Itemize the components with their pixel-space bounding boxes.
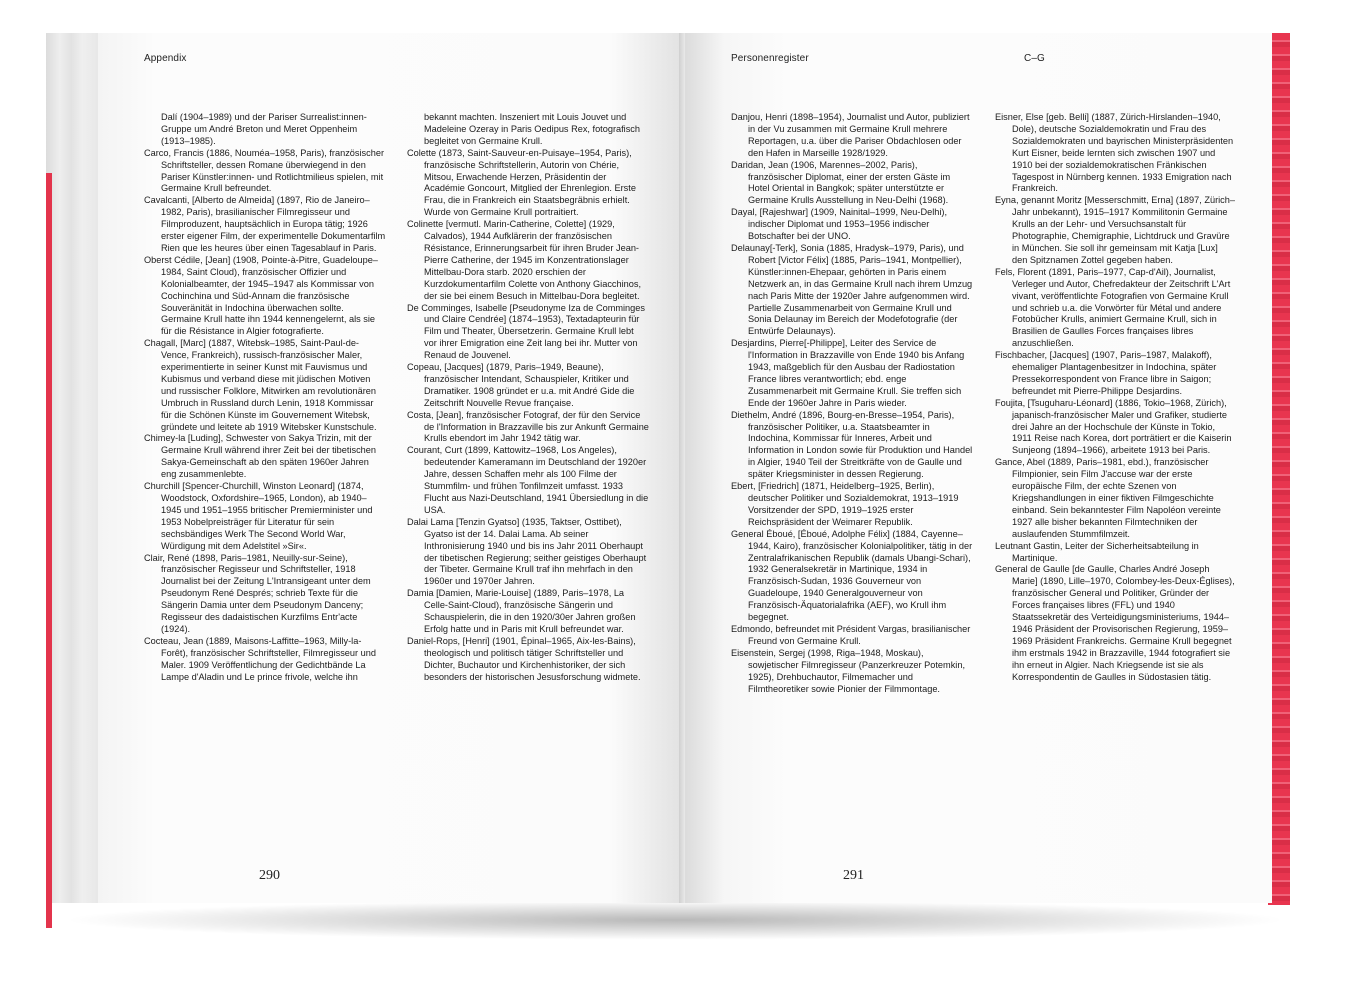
index-column-right-1 <box>731 112 973 695</box>
index-entry: General de Gaulle [de Gaulle, Charles André Joseph Marie] (1890, Lille–1970, Colombey-les-Deux-Églises), französischer General und Politiker, Gründer der Forces françaises libres (FFL) und 1940 Staatssekretär des Verteidigungsministeriums, 1944–1946 Präsident der Provisorischen Regierung, 1959–1969 Präsident Frankreichs. Germaine Krull begegnet ihm erstmals 1942 in Brazzaville, 1944 fotografiert sie ihn erneut in Algier. Nach Kriegsende ist sie als Korrespondentin de Gaulles in Südostasien tätig. <box>995 564 1235 682</box>
running-head-left: Appendix <box>144 53 187 64</box>
index-entry: Danjou, Henri (1898–1954), Journalist und Autor, publiziert in der Vu zusammen mit Germaine Krull mehrere Reportagen, u.a. über die Pariser Obdachlosen oder den Hafen in Marseille 1928/1929. <box>731 112 970 158</box>
index-entry: General Éboué, [Éboué, Adolphe Félix] (1884, Cayenne–1944, Kairo), französischer Kolonialpolitiker, tätig in der Zentralafrikanischen Republik (damals Ubangi-Schari), 1932 Generalsekretär in Martinique, 1934 in Französisch-Sudan, 1936 Gouverneur von Guadeloupe, 1940 Generalgouverneur von Französisch-Äquatorialafrika (AEF), wo Krull ihm begegnet. <box>731 528 973 623</box>
index-entry: Diethelm, André (1896, Bourg-en-Bresse–1954, Paris), französischer Politiker, u.a. Staatsbeamter in Indochina, Kommissar für Inneres, Arbeit und Information in London sowie für Produktion und Handel in Algier, 1940 Teil der Streitkräfte von de Gaulle und später Kriegsminister in dessen Regierung. <box>731 409 973 480</box>
index-entry: Courant, Curt (1899, Kattowitz–1968, Los Angeles), bedeutender Kameramann im Deutschland der 1920er Jahre, dessen Schaffen mehr als 100 Filme der Stummfilm- und frühen Tonfilmzeit umfasst. 1933 Flucht aus Nazi-Deutschland, 1941 Übersiedlung in die USA. <box>407 445 649 515</box>
index-entry: Fischbacher, [Jacques] (1907, Paris–1987, Malakoff), ehemaliger Plantagenbesitzer in Indochina, später Pressekorrespondent von France libre in Saigon; befreundet mit Pierre-Philippe Desjardins. <box>995 350 1217 396</box>
index-entry: Copeau, [Jacques] (1879, Paris–1949, Beaune), französischer Intendant, Schauspieler, Kritiker und Dramatiker. 1908 gründet er u.a. mit André Gide die Zeitschrift Nouvelle Revue française. <box>407 362 635 408</box>
index-entry: Costa, [Jean], französischer Fotograf, der für den Service de l'Information in Brazzaville bis zur Ankunft Germaine Krulls ebendort im Jahr 1942 tätig war. <box>407 409 649 444</box>
index-entry: Gance, Abel (1889, Paris–1981, ebd.), französischer Filmpionier, sein Film J'accuse war der erste europäische Film, der echte Szenen von Kriegshandlungen in einer fiktiven Filmgeschichte einband. Sein bekanntester Film Napoléon vereinte 1927 alle bisher bekannten Filmtechniken der auslaufenden Stummfilmzeit. <box>995 457 1221 539</box>
index-entry: Leutnant Gastin, Leiter der Sicherheitsabteilung in Martinique. <box>995 540 1199 563</box>
section-marker: C–G <box>1024 53 1045 64</box>
index-entry: Daridan, Jean (1906, Marennes–2002, Paris), französischer Diplomat, einer der ersten Gäste im Hotel Oriental in Bangkok; später unterstützte er Germaine Krulls Ausstellung in Neu-Delhi (1968). <box>731 159 951 206</box>
index-entry: Oberst Cédile, [Jean] (1908, Pointe-à-Pitre, Guadeloupe–1984, Saint Cloud), französischer Offizier und Kolonialbeamter, der 1945–1947 als Kommissar von Cochinchina und Süd-Annam die französische Souveränität in Indochina überwachen sollte. Germaine Krull hatte ihn 1944 kennengelernt, als sie für die Résistance in Algier fotografierte. <box>144 254 378 337</box>
index-entry: Foujita, [Tsuguharu-Léonard] (1886, Tokio–1968, Zürich), japanisch-französischer Maler und Grafiker, studierte drei Jahre an der Hochschule der Künste in Tokio, 1911 Reise nach Korea, dort porträtiert er die Kaiserin Sunjeong (1894–1966), arbeitete 1913 bei Paris. <box>995 397 1232 456</box>
index-entry: Dalai Lama [Tenzin Gyatso] (1935, Taktser, Osttibet), Gyatso ist der 14. Dalai Lama. Ab seiner Inthronisierung 1940 und bis ins Jahr 2011 Oberhaupt der tibetischen Regierung; seither geistiges Oberhaupt der Tibeter. Germaine Krull traf ihn mehrfach in den 1960er und 1970er Jahren. <box>407 516 647 587</box>
index-entry: Colinette [vermutl. Marin-Catherine, Colette] (1929, Calvados), 1944 Aufklärerin der französischen Résistance, Erinnerungsarbeit für ihren Bruder Jean-Pierre Catherine, der 1945 im Konzentrationslager Mittelbau-Dora starb. 2020 erschien der Kurzdokumentarfilm Colette von Anthony Giacchinos, der sie bei einem Besuch in Mittelbau-Dora begleitet. <box>407 219 642 301</box>
index-entry: Chimey-la [Luding], Schwester von Sakya Trizin, mit der Germaine Krull während ihrer Zeit bei der tibetischen Sakya-Gemeinschaft ab den späten 1960er Jahren eng zusammenlebte. <box>144 433 376 480</box>
index-entry: Carco, Francis (1886, Nouméa–1958, Paris), französischer Schriftsteller, dessen Romane überwiegend in den Pariser Künstler:innen- und Rotlichtmilieus spielen, mit Germaine Krull befreundet. <box>144 147 385 194</box>
page-number-left: 290 <box>259 868 280 883</box>
index-entry: Eisenstein, Sergej (1998, Riga–1948, Moskau), sowjetischer Filmregisseur (Panzerkreuzer Potemkin, 1925), Drehbuchautor, Filmemacher und Filmtheoretiker sowie Pionier der Filmmontage. <box>731 647 965 694</box>
index-entry: Desjardins, Pierre[-Philippe], Leiter des Service de l'Information in Brazzaville von Ende 1940 bis Anfang 1943, maßgeblich für den Ausbau der Radiostation France libres verantwortlich; ebd. enge Zusammenarbeit mit Germaine Krull. Sie treffen sich Ende der 1960er Jahre in Paris wieder. <box>731 338 965 408</box>
page-number-right: 291 <box>843 868 864 883</box>
index-entry: De Comminges, Isabelle [Pseudonyme Iza de Comminges und Claire Cendrée] (1874–1953), Textadapteurin für Film und Theater, Übersetzerin. Germaine Krull lebt vor ihrer Emigration eine Zeit lang bei ihr. Mutter von Renaud de Jouvenel. <box>407 302 645 361</box>
book-gutter <box>679 33 685 903</box>
running-head-right: Personenregister <box>731 53 809 64</box>
index-column-left-2 <box>407 112 649 684</box>
index-entry: Cavalcanti, [Alberto de Almeida] (1897, Rio de Janeiro–1982, Paris), brasilianischer Filmregisseur und Filmproduzent, hauptsächlich in Europa tätig; 1926 erster eigener Film, der experimentelle Dokumentarfilm Rien que les heures über einen Tagesablauf in Paris. <box>144 195 386 253</box>
page-block-edge-left <box>46 33 102 903</box>
index-entry: Delaunay[-Terk], Sonia (1885, Hradysk–1979, Paris), und Robert [Victor Félix] (1885, Paris–1941, Montpellier), Künstler:innen-Ehepaar, gehörten in Paris einem Netzwerk an, in das Germaine Krull nach ihrem Umzug nach Paris Mitte der 1920er Jahre aufgenommen wird. Partielle Zusammenarbeit von Germaine Krull und Sonia Delaunay im Bereich der Modefotografie (der Entwürfe Delaunays). <box>731 242 973 337</box>
index-entry: Fels, Florent (1891, Paris–1977, Cap-d'Ail), Journalist, Verleger und Autor, Chefredakteur der Zeitschrift L'Art vivant, veröffentlichte Fotografien von Germaine Krull und schrieb u.a. die Vorwörter für Métal und andere Fotobücher Krulls, animiert Germaine Krull, sich in Brasilien de Gaulles Forces françaises libres anzuschließen. <box>995 266 1231 349</box>
index-entry: Eyna, genannt Moritz [Messerschmitt, Erna] (1897, Zürich–Jahr unbekannt), 1915–1917 Kommilitonin Germaine Krulls an der Lehr- und Versuchsanstalt für Photographie, Chemigraphie, Lichtdruck und Gravüre in München. Sie soll ihr gemeinsam mit Katja [Lux] den Spitznamen Zottel gegeben haben. <box>995 195 1235 265</box>
index-entry: Edmondo, befreundet mit Président Vargas, brasilianischer Freund von Germaine Krull. <box>731 623 971 646</box>
index-entry: Clair, René (1898, Paris–1981, Neuilly-sur-Seine), französischer Regisseur und Schriftsteller, 1918 Journalist bei der Zeitung L'Intransigeant unter dem Pseudonym René Després; schrieb Texte für die Sängerin Damia unter dem Pseudonym Danceny; Regisseur des dadaistischen Kurzfilms Entr'acte (1924). <box>144 552 371 634</box>
index-entry: Daniel-Rops, [Henri] (1901, Épinal–1965, Aix-les-Bains), theologisch und politisch tätiger Schriftsteller und Dichter, Buchautor und Kirchenhistoriker, der sich besonders der historischen Jesusforschung widmete. <box>407 635 641 682</box>
index-entry-continuation: bekannt machten. Inszeniert mit Louis Jouvet und Madeleine Ozeray in Paris Oedipus Rex, fotografisch begleitet von Germaine Krull. <box>424 112 641 146</box>
index-entry: Eisner, Else [geb. Belli] (1887, Zürich-Hirslanden–1940, Dole), deutsche Sozialdemokratin und Frau des Sozialdemokraten und bayrischen Ministerpräsidenten Kurt Eisner, beide lernten sich zwischen 1907 und 1910 bei der sozialdemokratischen Fränkischen Tagespost in Nürnberg kennen. 1933 Emigration nach Frankreich. <box>995 112 1234 194</box>
index-entry: Chagall, [Marc] (1887, Witebsk–1985, Saint-Paul-de-Vence, Frankreich), russisch-französischer Maler, experimentierte in seiner Kunst mit Fauvismus und Kubismus und verband diese mit jüdischen Motiven und russischer Folklore, Mitwirken am revolutionären Umbruch in Russland durch Lenin, 1918 Kommissar für die Schönen Künste im Gouvernement Witebsk, gründete und leitete ab 1919 Witebsker Kunstschule. <box>144 338 377 432</box>
index-column-right-2 <box>995 112 1235 684</box>
red-edge-stripe <box>46 173 52 928</box>
book-shadow <box>60 900 1290 940</box>
index-entry: Ebert, [Friedrich] (1871, Heidelberg–1925, Berlin), deutscher Politiker und Sozialdemokrat, 1913–1919 Vorsitzender der SPD, 1919–1925 erster Reichspräsident der Weimarer Republik. <box>731 481 959 527</box>
index-entry: Cocteau, Jean (1889, Maisons-Laffitte–1963, Milly-la-Forêt), französischer Schriftsteller, Filmregisseur und Maler. 1909 Veröffentlichung der Gedichtbände La Lampe d'Aladin und Le prince frivole, welche ihn <box>144 635 376 682</box>
index-entry: Damia [Damien, Marie-Louise] (1889, Paris–1978, La Celle-Saint-Cloud), französische Sängerin und Schauspielerin, die in den 1920/30er Jahren großen Erfolg hatte und in Paris mit Krull befreundet war. <box>407 588 636 634</box>
index-column-left-1 <box>144 112 386 684</box>
index-entry-continuation: Dalí (1904–1989) und der Pariser Surrealist:innen-Gruppe um André Breton und Meret Oppenheim (1913–1985). <box>161 112 367 146</box>
index-entry: Colette (1873, Saint-Sauveur-en-Puisaye–1954, Paris), französische Schriftstellerin, Autorin von Chérie, Mitsou, Erwachende Herzen, Präsidentin der Académie Goncourt, Mitglied der Ehrenlegion. Erste Frau, die in Frankreich ein Staatsbegräbnis erhielt. Wurde von Germaine Krull portraitiert. <box>407 147 636 218</box>
index-entry: Dayal, [Rajeshwar] (1909, Nainital–1999, Neu-Delhi), indischer Diplomat und 1953–1956 indischer Botschafter bei der UNO. <box>731 207 948 242</box>
index-entry: Churchill [Spencer-Churchill, Winston Leonard] (1874, Woodstock, Oxfordshire–1965, London), ab 1940–1945 und 1951–1955 britischer Premierminister und 1953 Nobelpreisträger für Literatur für sein sechsbändiges Werk The Second World War, Würdigung mit dem Adelstitel »Sir«. <box>144 481 373 551</box>
